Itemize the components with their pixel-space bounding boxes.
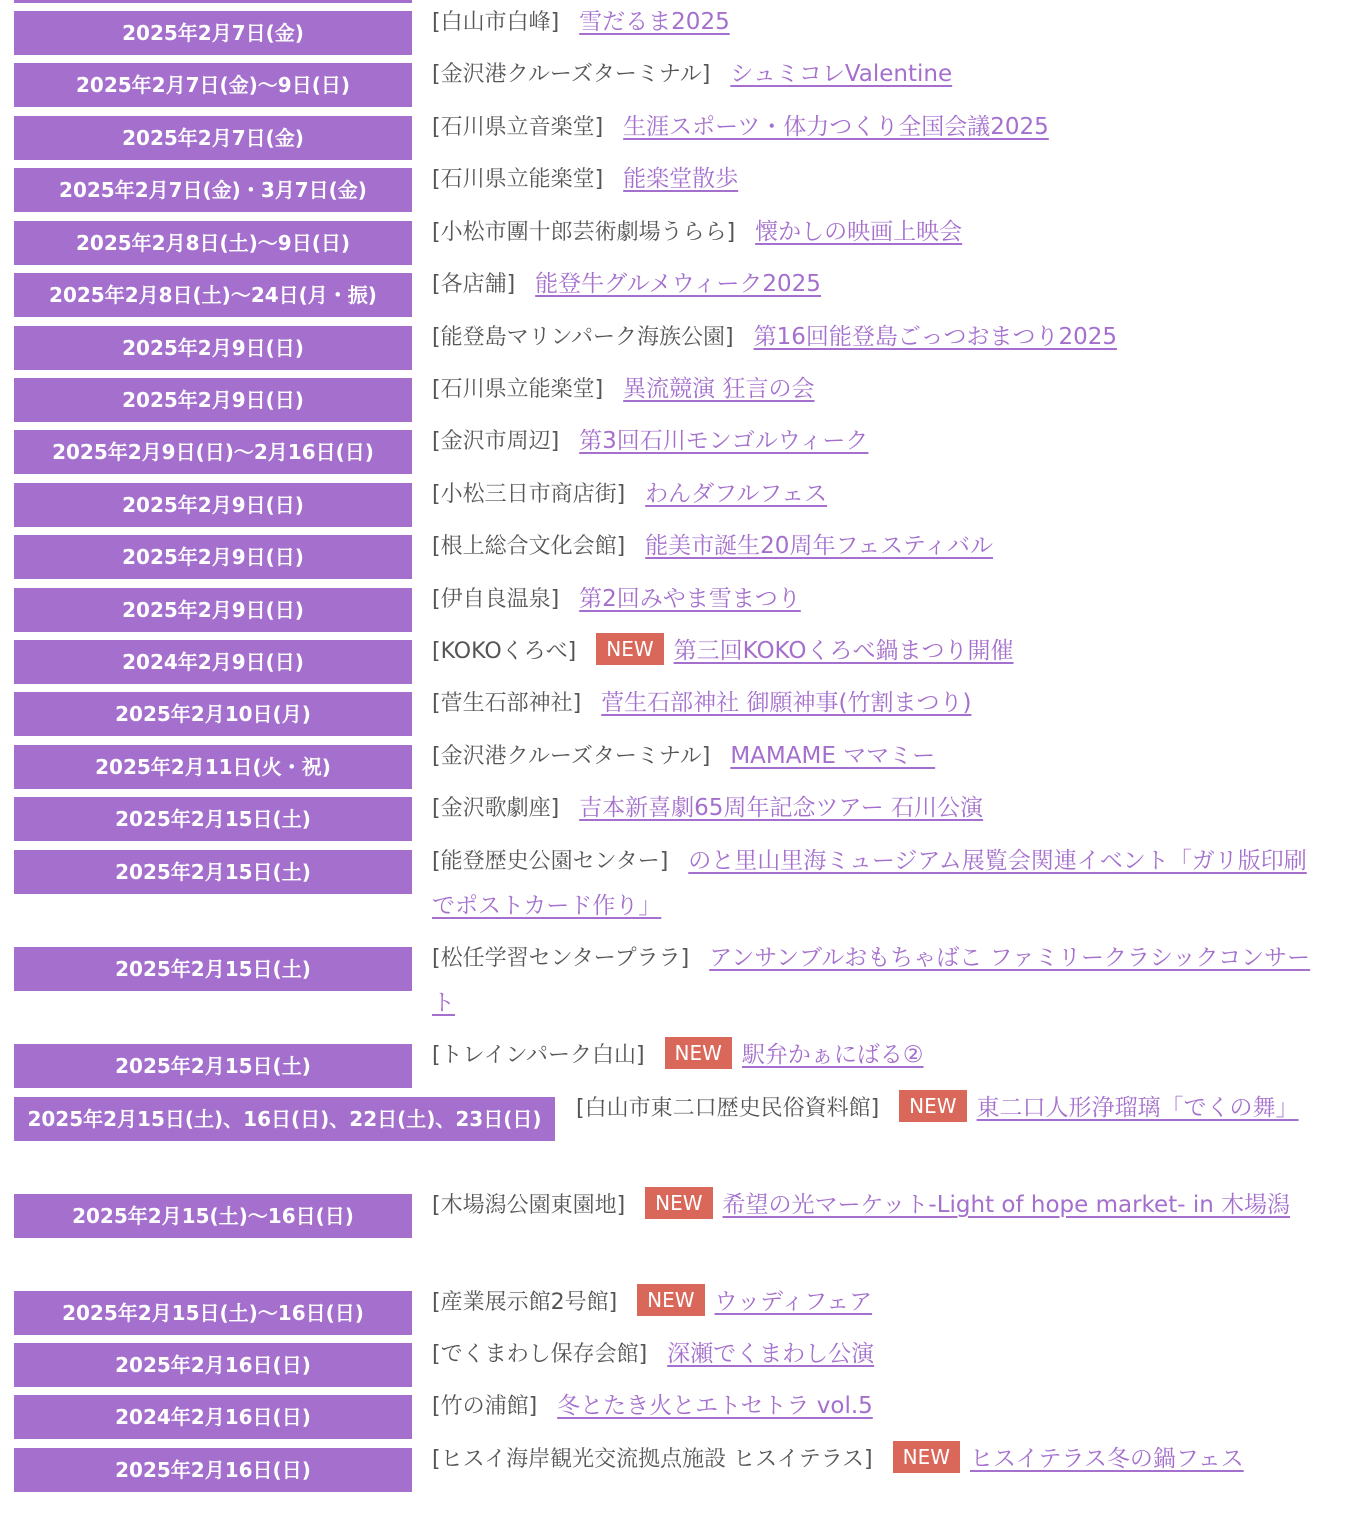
event-title-link[interactable]: 第16回能登島ごっつおまつり2025 [753, 324, 1117, 350]
event-info [432, 734, 1331, 779]
event-venue: [各店舗] [432, 272, 516, 297]
event-title-link[interactable]: わんダフルフェス [645, 481, 828, 507]
event-title-link[interactable]: 能美市誕生20周年フェスティバル [645, 533, 993, 559]
event-info [432, 1332, 1331, 1377]
event-title-link[interactable]: 雪だるま2025 [579, 9, 730, 35]
event-date: 2025年2月15日(土) [14, 947, 412, 991]
new-badge: NEW [665, 1037, 732, 1069]
event-date: 2025年2月9日(日) [14, 535, 412, 579]
event-info [432, 1384, 1331, 1429]
event-title-link[interactable]: 冬とたき火とエトセトラ vol.5 [557, 1393, 873, 1419]
event-date: 2025年2月9日(日) [14, 326, 412, 370]
event-venue: [金沢市周辺] [432, 429, 560, 454]
event-date: 2025年2月15日(土) [14, 797, 412, 841]
event-venue: [産業展示館2号館] [432, 1290, 618, 1315]
event-info [432, 105, 1331, 150]
top-divider [14, 0, 412, 3]
new-badge: NEW [893, 1441, 960, 1473]
event-title-link[interactable]: アンサンブルおもちゃばこ ファミリークラシックコンサート [432, 945, 1311, 1016]
event-date: 2025年2月15(土)〜16日(日) [14, 1194, 412, 1238]
event-date: 2025年2月15日(土)〜16日(日) [14, 1291, 412, 1335]
event-venue: [伊自良温泉] [432, 587, 560, 612]
event-date: 2025年2月8日(土)〜9日(日) [14, 221, 412, 265]
event-venue: [松任学習センタープララ] [432, 946, 690, 971]
event-title-link[interactable]: 異流競演 狂言の会 [623, 376, 815, 402]
event-title-link[interactable]: ウッディフェア [714, 1289, 873, 1315]
event-date: 2025年2月7日(金)〜9日(日) [14, 63, 412, 107]
event-date: 2025年2月9日(日)〜2月16日(日) [14, 430, 412, 474]
event-title-link[interactable]: 希望の光マーケット-Light of hope market- in 木場潟 [722, 1192, 1291, 1218]
event-venue: [能登歴史公園センター] [432, 849, 669, 874]
event-info [432, 1183, 1322, 1228]
event-date: 2025年2月9日(日) [14, 378, 412, 422]
event-title-link[interactable]: 生涯スポーツ・体力つくり全国会議2025 [623, 114, 1049, 140]
event-date: 2025年2月15日(土) [14, 850, 412, 894]
event-title-link[interactable]: 第三回KOKOくろべ鍋まつり開催 [673, 638, 1014, 664]
event-venue: [石川県立音楽堂] [432, 115, 604, 140]
event-venue: [竹の浦館] [432, 1394, 538, 1419]
event-info [432, 157, 1331, 202]
event-date: 2025年2月16日(日) [14, 1448, 412, 1492]
event-venue: [金沢歌劇座] [432, 796, 560, 821]
event-venue: [根上総合文化会館] [432, 534, 626, 559]
event-date: 2025年2月15日(土)、16日(日)、22日(土)、23日(日) [14, 1097, 555, 1141]
event-venue: [小松三日市商店街] [432, 482, 626, 507]
event-title-link[interactable]: 能登牛グルメウィーク2025 [535, 271, 821, 297]
event-title-link[interactable]: 懐かしの映画上映会 [755, 219, 963, 245]
event-info [432, 629, 1331, 674]
event-title-link[interactable]: 第2回みやま雪まつり [579, 586, 801, 612]
event-venue: [白山市東二口歴史民俗資料館] [576, 1096, 880, 1121]
event-date: 2025年2月7日(金) [14, 11, 412, 55]
event-venue: [トレインパーク白山] [432, 1043, 645, 1068]
event-title-link[interactable]: 吉本新喜劇65周年記念ツアー 石川公演 [579, 795, 984, 821]
event-title-link[interactable]: 東二口人形浄瑠璃「でくの舞」 [976, 1095, 1299, 1121]
event-info [432, 1280, 1331, 1325]
event-info [432, 210, 1331, 255]
event-venue: [白山市白峰] [432, 10, 560, 35]
event-info [432, 262, 1331, 307]
event-info [432, 936, 1322, 1025]
event-info [432, 681, 1331, 726]
event-title-link[interactable]: 深瀬でくまわし公演 [667, 1341, 875, 1367]
event-venue: [金沢港クルーズターミナル] [432, 62, 711, 87]
event-date: 2025年2月16日(日) [14, 1343, 412, 1387]
event-venue: [能登島マリンパーク海族公園] [432, 325, 734, 350]
event-date: 2025年2月15日(土) [14, 1044, 412, 1088]
event-venue: [ヒスイ海岸観光交流拠点施設 ヒスイテラス] [432, 1447, 873, 1472]
event-info [432, 315, 1331, 360]
event-venue: [木場潟公園東園地] [432, 1193, 626, 1218]
event-venue: [石川県立能楽堂] [432, 377, 604, 402]
event-info [432, 52, 1331, 97]
event-venue: [小松市團十郎芸術劇場うらら] [432, 220, 736, 245]
event-venue: [KOKOくろべ] [432, 639, 577, 664]
event-title-link[interactable]: 能楽堂散歩 [623, 166, 739, 192]
event-title-link[interactable]: 駅弁かぁにばる② [741, 1042, 924, 1068]
event-date: 2025年2月7日(金) [14, 116, 412, 160]
event-date: 2024年2月9日(日) [14, 640, 412, 684]
event-title-link[interactable]: 第3回石川モンゴルウィーク [579, 428, 869, 454]
new-badge: NEW [645, 1187, 712, 1219]
new-badge: NEW [899, 1090, 966, 1122]
event-info [576, 1086, 1326, 1131]
event-title-link[interactable]: 菅生石部神社 御願神事(竹割まつり) [601, 690, 972, 716]
event-title-link[interactable]: MAMAME ママミー [730, 743, 936, 769]
event-date: 2024年2月16日(日) [14, 1395, 412, 1439]
new-badge: NEW [596, 633, 663, 665]
event-info [432, 367, 1331, 412]
event-title-link[interactable]: シュミコレValentine [730, 61, 953, 87]
event-venue: [でくまわし保存会館] [432, 1342, 648, 1367]
event-title-link[interactable]: のと里山里海ミュージアム展覧会関連イベント「ガリ版印刷でポストカード作り」 [432, 848, 1307, 919]
event-info [432, 786, 1331, 831]
event-date: 2025年2月8日(土)〜24日(月・振) [14, 273, 412, 317]
event-info [432, 524, 1331, 569]
event-date: 2025年2月9日(日) [14, 588, 412, 632]
event-date: 2025年2月10日(月) [14, 692, 412, 736]
event-venue: [金沢港クルーズターミナル] [432, 744, 711, 769]
event-info [432, 419, 1331, 464]
event-venue: [菅生石部神社] [432, 691, 582, 716]
new-badge: NEW [637, 1284, 704, 1316]
event-date: 2025年2月11日(火・祝) [14, 745, 412, 789]
event-title-link[interactable]: ヒスイテラス冬の鍋フェス [970, 1446, 1244, 1472]
event-info [432, 839, 1312, 928]
event-info [432, 1033, 1331, 1078]
event-date: 2025年2月9日(日) [14, 483, 412, 527]
event-date: 2025年2月7日(金)・3月7日(金) [14, 168, 412, 212]
event-info [432, 577, 1331, 622]
event-info [432, 1437, 1292, 1482]
event-info [432, 472, 1331, 517]
event-info [432, 0, 1331, 45]
event-venue: [石川県立能楽堂] [432, 167, 604, 192]
